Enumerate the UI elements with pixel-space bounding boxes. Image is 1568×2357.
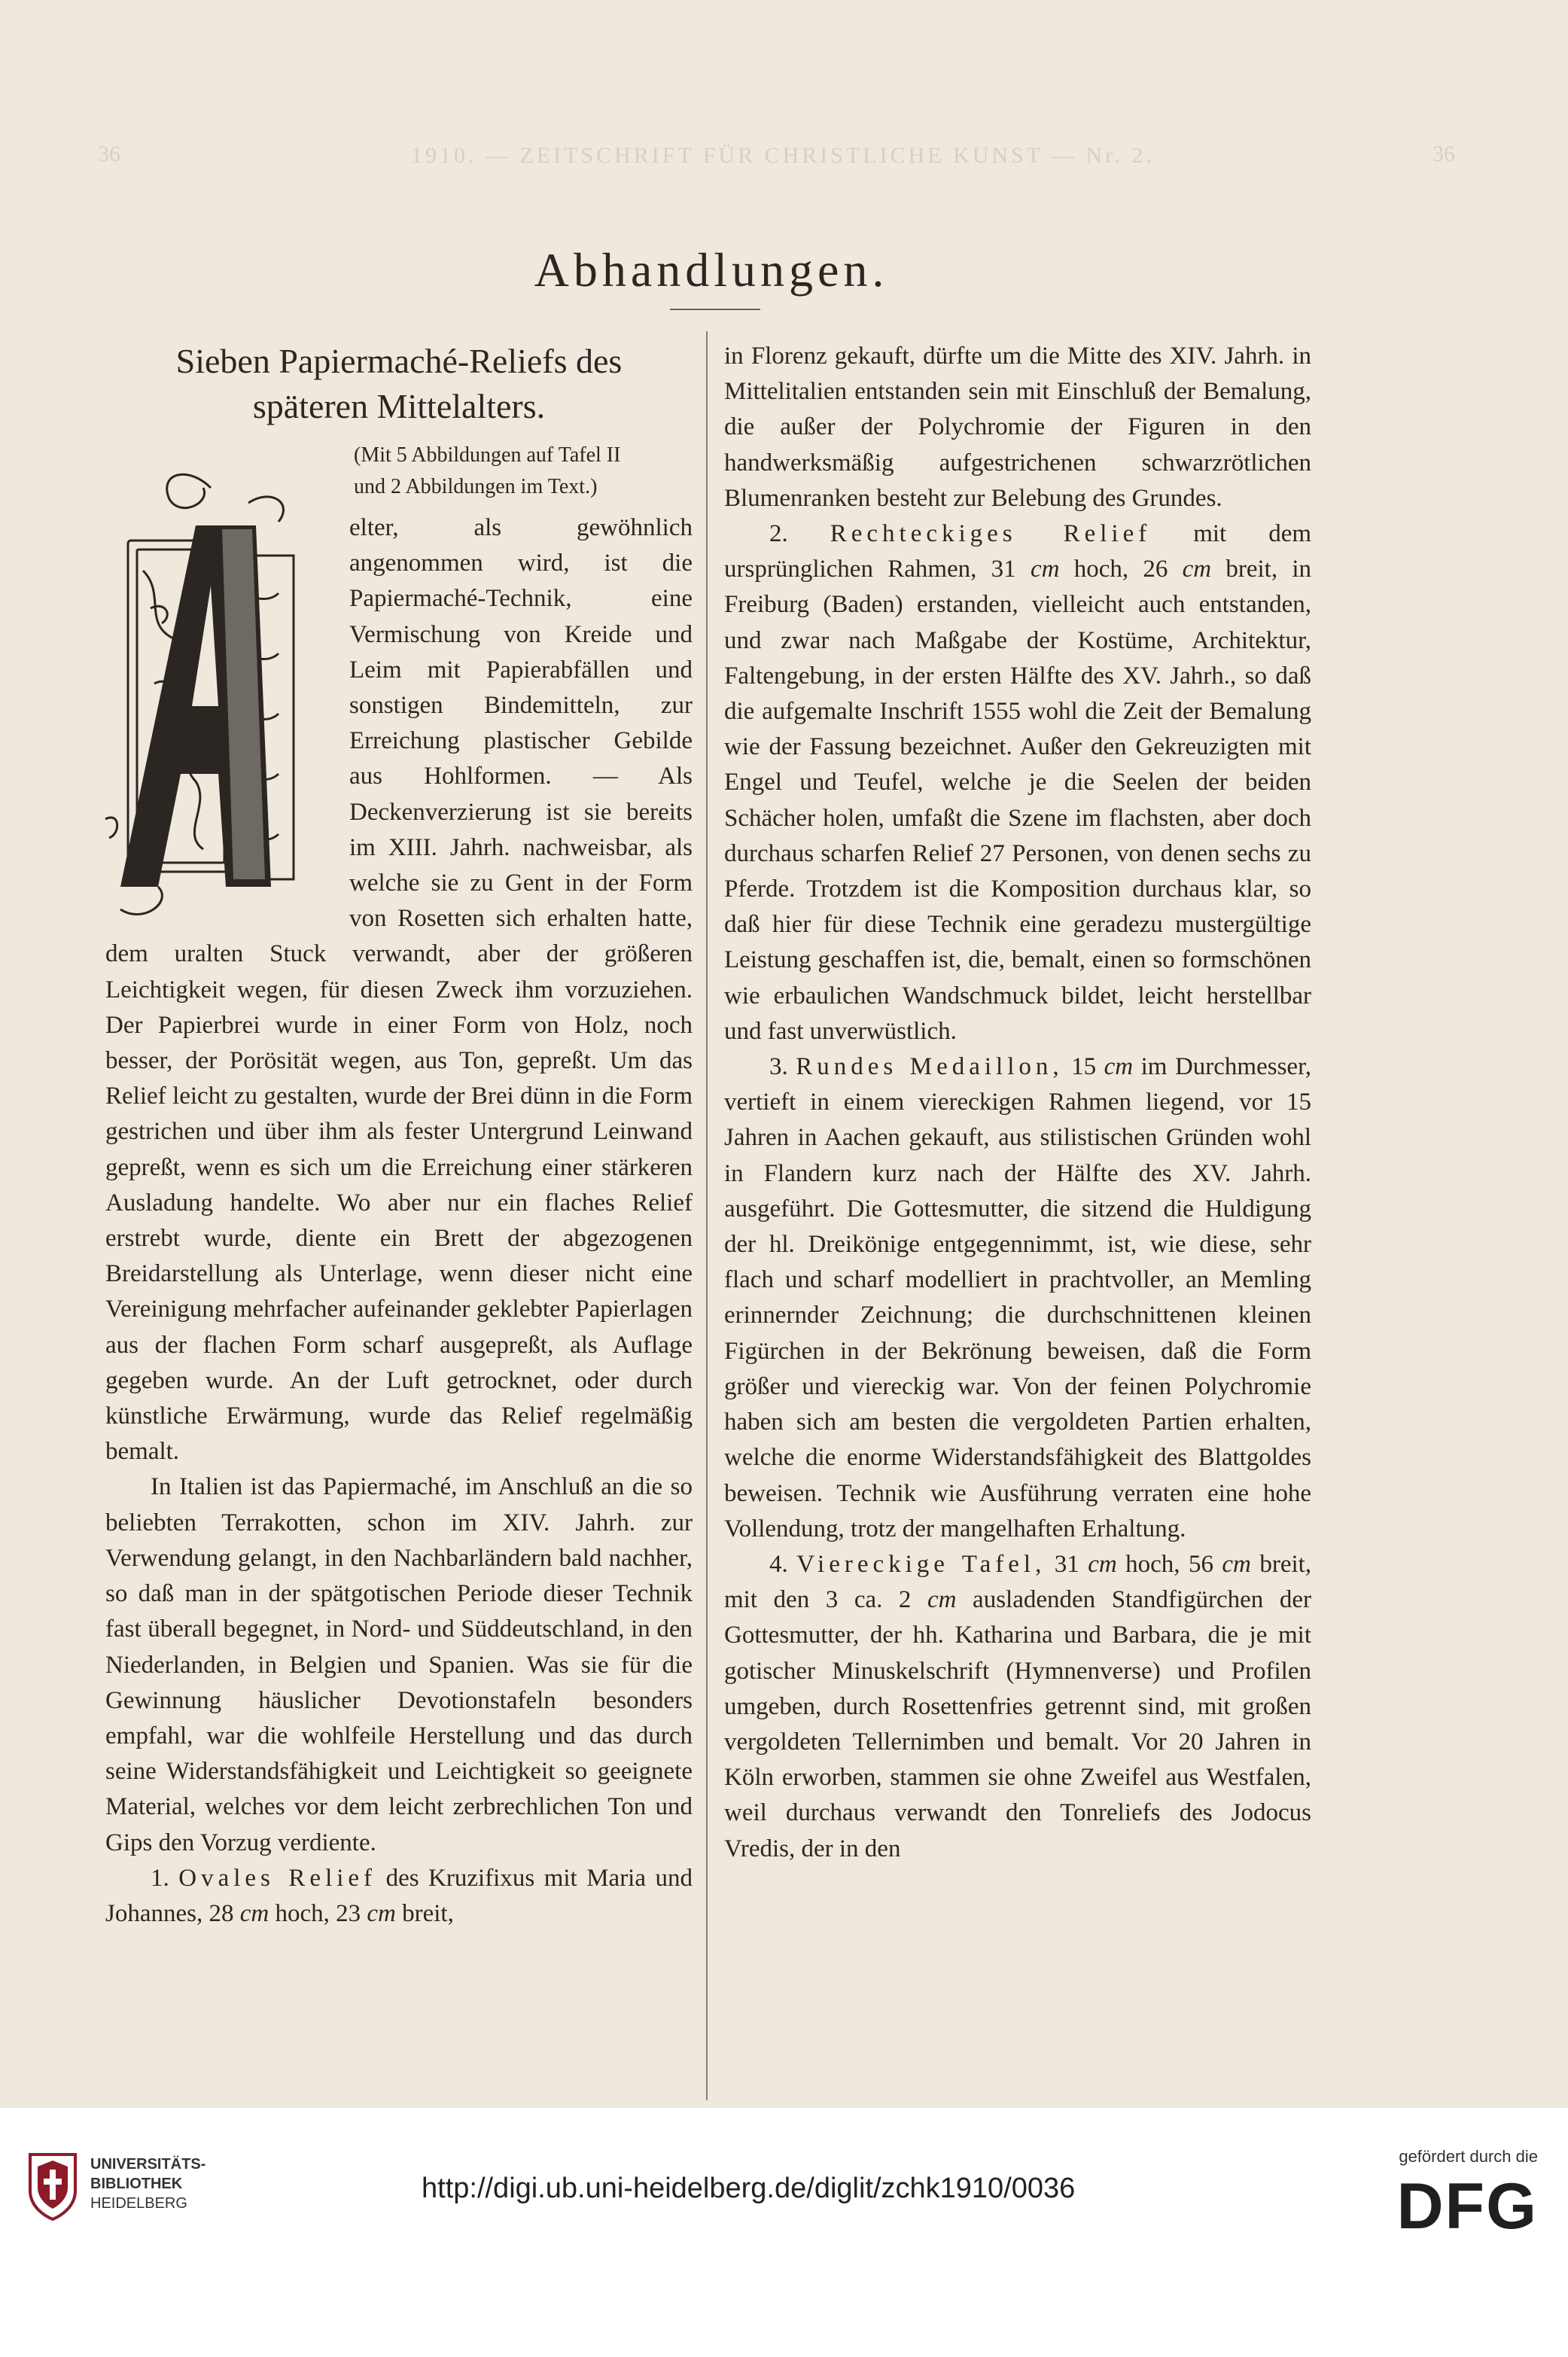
- item-heading: Rechteckiges Relief: [830, 520, 1152, 548]
- text-run: 31: [1054, 1550, 1079, 1578]
- article-title-line1: Sieben Papiermaché-Reliefs des: [175, 342, 623, 380]
- article-subtitle-line2: und 2 Abbildungen im Text.): [354, 475, 598, 498]
- university-library-logo[interactable]: [27, 2151, 298, 2227]
- paragraph-item-1: [105, 1861, 693, 1932]
- article-subtitle-line1: (Mit 5 Abbildungen auf Tafel II: [354, 443, 621, 467]
- uni-line1: UNIVERSITÄTS-: [90, 2156, 206, 2173]
- text-run: hoch, 56: [1125, 1550, 1213, 1578]
- uni-line3: HEIDELBERG: [90, 2195, 187, 2212]
- text-run: 15: [1071, 1053, 1097, 1081]
- funding-caption: gefördert durch die: [1399, 2147, 1538, 2166]
- item-number: 2.: [769, 520, 788, 548]
- faint-page-number-right: 36: [1433, 142, 1455, 166]
- viewer-footer: [0, 2108, 1568, 2357]
- unit: cm: [927, 1586, 957, 1614]
- article-title-line2: späteren Mittelalters.: [252, 387, 546, 425]
- column-divider: [706, 331, 708, 2100]
- faint-page-number-left: 36: [98, 142, 120, 166]
- item-heading: Ovales Relief: [178, 1864, 377, 1892]
- left-column: [105, 339, 693, 1932]
- paragraph: In Italien ist das Papiermaché, im Anschluß an die so beliebten Terrakotten, schon im XIV. Jahrh. zur Verwendung gelangt, in den Nachbarländern bald nachher, so daß man in der spätgotischen Periode dieser Technik fast überall begegnet, in Nord- und Süddeutschland, in den Niederlanden, in Belgien und Spanien. Was sie für die Gewinnung häuslicher Devotionstafeln besonders empfahl, war die wohlfeile Herstellung und das durch seine Widerstandsfähigkeit und Leichtigkeit so geeignete Material, welches vor dem leicht zerbrechlichen Ton und Gips den Vorzug verdiente.: [105, 1473, 693, 1856]
- unit: cm: [1222, 1550, 1251, 1578]
- paragraph-item-4: [724, 1547, 1311, 1867]
- text-run: hoch, 26: [1073, 556, 1168, 583]
- text-run: breit,: [402, 1899, 454, 1927]
- unit: cm: [367, 1899, 396, 1927]
- heading-rule: [670, 309, 760, 310]
- unit: cm: [1030, 556, 1060, 583]
- unit: cm: [1182, 556, 1212, 583]
- paragraph: in Florenz gekauft, dürfte um die Mitte des XIV. Jahrh. in Mittelitalien entstanden sein mit Einschluß der Bemalung, die außer der Polychromie der Figuren in den handwerksmäßig aufgestrichenen schwarzrötlichen Blumenranken besteht zur Belebung des Grundes.: [724, 343, 1311, 512]
- unit: cm: [1088, 1550, 1117, 1578]
- uni-line2: BIBLIOTHEK: [90, 2176, 183, 2192]
- item-number: 3.: [769, 1053, 788, 1081]
- paragraph: elter, als gewöhnlich angenommen wird, ist die Papiermaché-Technik, eine Vermischung von Kreide und Leim mit Papierabfällen und sonstigen Bindemitteln, zur Erreichung plastischer Gebilde aus Hohlformen. — Als Deckenverzierung ist sie bereits im XIII. Jahrh. nachweisbar, als welche sie zu Gent in der Form von Rosetten sich erhalten hatte, dem uralten Stuck verwandt, aber der größeren Leichtigkeit wegen, für diesen Zweck ihm vorzuziehen. Der Papierbrei wurde in einer Form von Holz, noch besser, der Porösität wegen, aus Ton, gepreßt. Um das Relief leicht zu gestalten, wurde der Brei dünn in die Form gestrichen und über ihm als fester Untergrund Leinwand gepreßt, wenn es sich um die Erreichung einer stärkeren Ausladung handelte. Wo aber nur ein flaches Relief erstrebt wurde, diente ein Brett der abgezogenen Breidarstellung als Unterlage, wenn dieser nicht eine Vereinigung mehrfacher aufeinander geklebter Papierlagen aus der flachen Form scharf ausgepreßt, als Auflage gegeben wurde. An der Luft getrocknet, oder durch künstliche Erwärmung, wurde das Relief regelmäßig bemalt.: [105, 514, 693, 1466]
- article-title: [105, 339, 693, 429]
- paragraph-item-2: [724, 516, 1311, 1049]
- text-run: hoch, 23: [275, 1899, 361, 1927]
- right-column: [724, 339, 1311, 1867]
- text-run: breit, in Freiburg (Baden) erstanden, vielleicht auch entstanden, und zwar nach Maßgabe der Kostüme, Architektur, Faltengebung, in der ersten Hälfte des XV. Jahrh., so daß die aufgemalte Inschrift 1555 wohl die Zeit der Bemalung wie der Fassung bezeichnet. Außer den Gekreuzigten mit Engel und Teufel, welche je die Seelen der beiden Schächer holen, umfaßt die Szene im flachsten, aber doch durchaus scharfen Relief 27 Personen, von denen sechs zu Pferde. Trotzdem ist die Komposition durchaus klar, so daß hier für diese Technik eine geradezu mustergültige Leistung geschaffen ist, die, bemalt, einen so formschönen wie erbaulichen Wandschmuck bildet, leicht herstellbar und fast unverwüstlich.: [724, 556, 1312, 1045]
- university-crest-icon: [27, 2151, 78, 2221]
- item-heading: Rundes Medaillon,: [796, 1053, 1064, 1081]
- paragraph-item-3: [724, 1049, 1311, 1547]
- text-run: des Kruzifixus mit Maria und Johannes, 28: [105, 1864, 693, 1927]
- faint-running-title: 1910. — ZEITSCHRIFT FÜR CHRISTLICHE KUNST — Nr. 2.: [410, 143, 1155, 168]
- item-number: 4.: [769, 1550, 788, 1578]
- permalink-url[interactable]: http://digi.ub.uni-heidelberg.de/diglit/zchk1910/0036: [422, 2173, 1076, 2204]
- unit: cm: [1104, 1053, 1134, 1081]
- ornamental-initial-a-icon: [98, 458, 339, 924]
- item-heading: Viereckige Tafel,: [796, 1550, 1046, 1578]
- text-run: breit, mit den 3 ca. 2: [724, 1550, 1312, 1614]
- text-run: mit dem ursprünglichen Rahmen, 31: [724, 520, 1312, 583]
- text-run: ausladenden Standfigürchen der Gottesmutter, der hh. Katharina und Barbara, die je mit gotischer Minuskelschrift (Hymnenverse) und Profilen umgeben, durch Rosettenfries getrennt sind, mit großen vergoldeten Tellernimben und bemalt. Vor 20 Jahren in Köln erworben, stammen sie ohne Zweifel aus Westfalen, weil durchaus verwandt den Tonreliefs des Jodocus Vredis, der in den: [724, 1586, 1312, 1862]
- article-subtitle: [354, 440, 693, 503]
- university-library-name: [90, 2154, 206, 2213]
- text-run: im Durchmesser, vertieft in einem viereckigen Rahmen liegend, vor 15 Jahren in Aachen gekauft, aus stilistischen Gründen wohl in Flandern kurz nach der Hälfte des XV. Jahrh. ausgeführt. Die Gottesmutter, die sitzend die Huldigung der hl. Dreikönige entgegennimmt, ist, wie diese, sehr flach und scharf modelliert in prachtvoller, an Memling erinnernder Zeichnung; die durchschnittenen kleinen Figürchen in der Bekrönung beweisen, daß die Form größer und viereckig war. Von der feinen Polychromie haben sich am besten die vergoldeten Partien erhalten, welche die enorme Widerstandsfähigkeit des Blattgoldes beweisen. Technik wie Ausführung verraten eine hohe Vollendung, trotz der mangelhaften Erhaltung.: [724, 1053, 1311, 1542]
- unit: cm: [239, 1899, 269, 1927]
- dfg-logo[interactable]: DFG: [1396, 2170, 1538, 2243]
- item-number: 1.: [151, 1864, 169, 1892]
- section-heading: Abhandlungen.: [534, 243, 889, 297]
- right-column-text: [724, 339, 1311, 1867]
